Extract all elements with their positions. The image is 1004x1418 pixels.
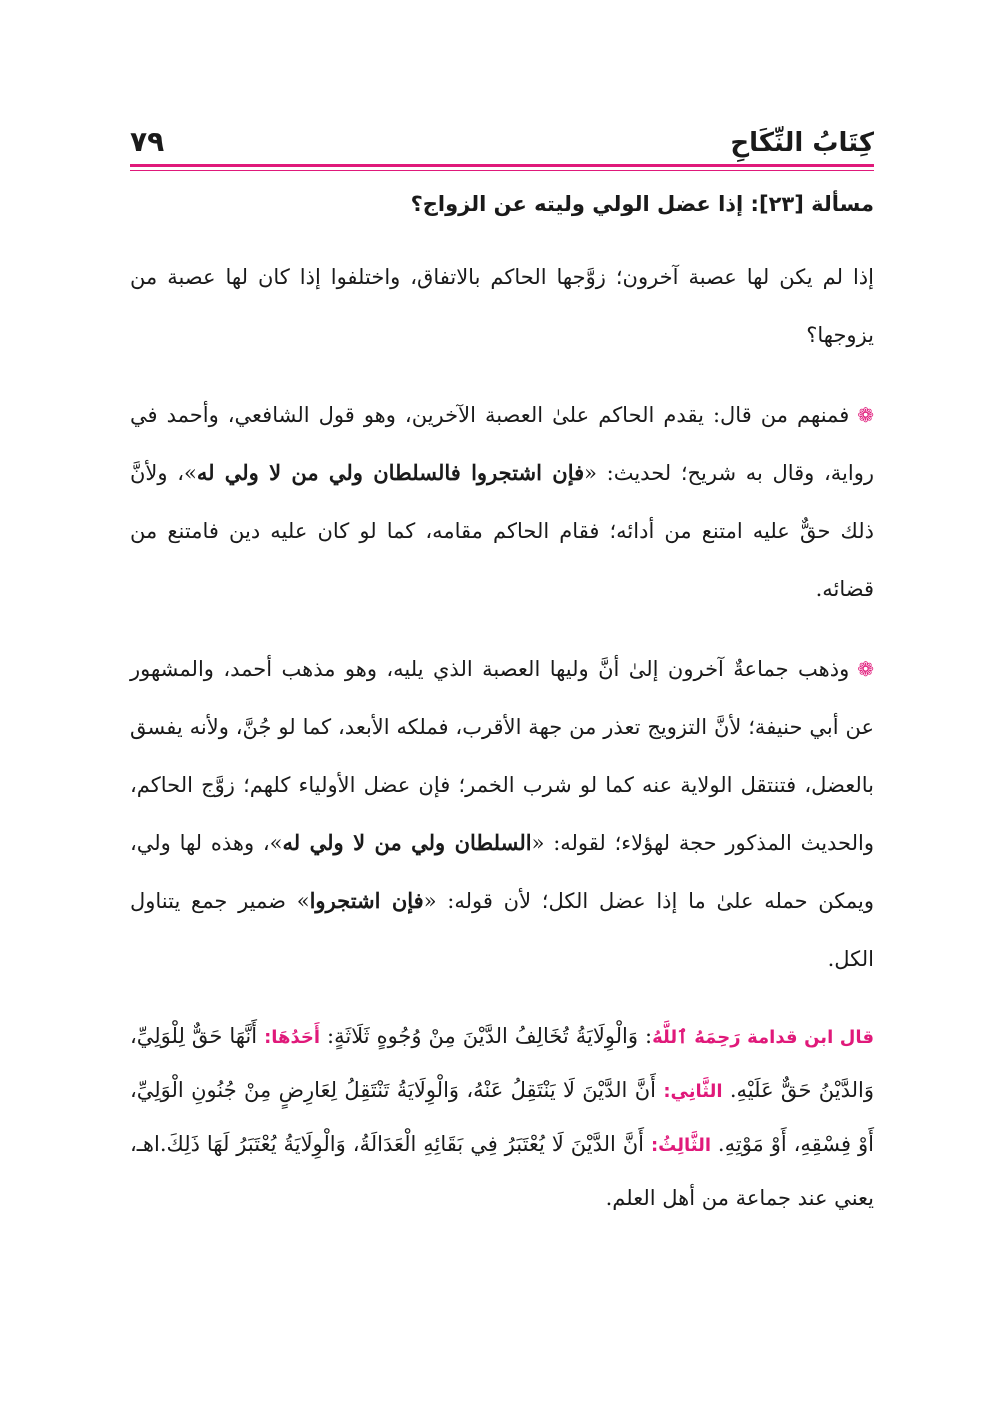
intro-paragraph — [130, 248, 874, 364]
opinion-2-part3: » ضمير جمع يتناول الكل. — [130, 889, 874, 971]
quote-author: قال ابن قدامة رَحِمَهُ ٱللَّهُ — [652, 1027, 874, 1048]
ibn-qudama-quote — [130, 1010, 874, 1224]
quote-third-label: الثَّالِثُ: — [650, 1135, 711, 1156]
header-rule-thin — [130, 170, 874, 171]
opinion-1-paragraph — [130, 386, 874, 618]
page-number: ٧٩ — [130, 125, 165, 158]
opinion-2-part1: وذهب جماعةٌ آخرون إلىٰ أنَّ وليها العصبة الذي يليه، وهو مذهب أحمد، والمشهور عن أبي حنيفة؛ لأنَّ التزويج تعذر من جهة الأقرب، فملكه الأبعد، كما لو جُنَّ، ولأنه يفسق بالعضل، فتنتقل الولاية عنه كما لو شرب الخمر؛ فإن عضل الأولياء كلهم؛ زوَّج الحاكم، والحديث المذكور حجة لهؤلاء؛ لقوله: « — [130, 657, 874, 855]
opinion-1-part2: »، ولأنَّ ذلك حقٌّ عليه امتنع من أدائه؛ فقام الحاكم مقامه، كما لو كان عليه دين فامتنع من قضائه. — [130, 461, 874, 601]
page-header — [130, 118, 874, 158]
opinion-2-hadith: السلطان ولي من لا ولي له — [282, 830, 532, 855]
quote-text — [130, 1010, 874, 1224]
page-content — [130, 180, 874, 1224]
header-rule-thick — [130, 164, 874, 167]
quote-third: أَنَّ الدَّيْنَ لَا يُعْتَبَرُ فِي بَقَائِهِ الْعَدَالَةُ، وَالْوِلَايَةُ يُعْتَبَرُ لَهَا ذَلِكَ.اهـ، يعني عند جماعة من أهل العلم. — [130, 1132, 874, 1210]
opinion-1-part1: فمنهم من قال: يقدم الحاكم علىٰ العصبة الآخرين، وهو قول الشافعي، وأحمد في رواية، وقال به شريح؛ لحديث: « — [130, 403, 874, 485]
quote-intro: : وَالْوِلَايَةُ تُخَالِفُ الدَّيْنَ مِنْ وُجُوهٍ ثَلَاثَةٍ: — [320, 1024, 653, 1048]
opinion-2-text — [130, 640, 874, 988]
question-title: مسألة [٢٣]: إذا عضل الولي وليته عن الزواج؟ — [410, 192, 874, 216]
book-title: كِتَابُ النِّكَاحِ — [730, 128, 874, 158]
quote-first-label: أَحَدُهَا: — [264, 1027, 321, 1048]
opinion-1-hadith: فإن اشتجروا فالسلطان ولي من لا ولي له — [196, 460, 585, 485]
flower-bullet-icon: ❁ — [857, 657, 874, 681]
quote-second-label: الثَّانِي: — [663, 1081, 723, 1102]
intro-text: إذا لم يكن لها عصبة آخرون؛ زوَّجها الحاكم بالاتفاق، واختلفوا إذا كان لها عصبة من يزوجها؟ — [130, 265, 874, 347]
quote-second: أَنَّ الدَّيْنَ لَا يَنْتَقِلُ عَنْهُ، وَالْوِلَايَةُ تَنْتَقِلُ لِعَارِضٍ مِنْ جُنُونِ الْوَلِيِّ، أَوْ فِسْقِهِ، أَوْ مَوْتِهِ. — [130, 1078, 874, 1156]
opinion-2-paragraph — [130, 640, 874, 988]
opinion-2-part2: »، وهذه لها ولي، ويمكن حمله علىٰ ما إذا عضل الكل؛ لأن قوله: « — [130, 831, 874, 913]
opinion-2-hadith-2: فإن اشتجروا — [309, 888, 424, 913]
flower-bullet-icon: ❁ — [857, 403, 874, 427]
quote-first: أَنَّهَا حَقٌّ لِلْوَلِيِّ، وَالدَّيْنُ حَقٌّ عَلَيْهِ. — [130, 1024, 874, 1102]
opinion-1-text — [130, 386, 874, 618]
